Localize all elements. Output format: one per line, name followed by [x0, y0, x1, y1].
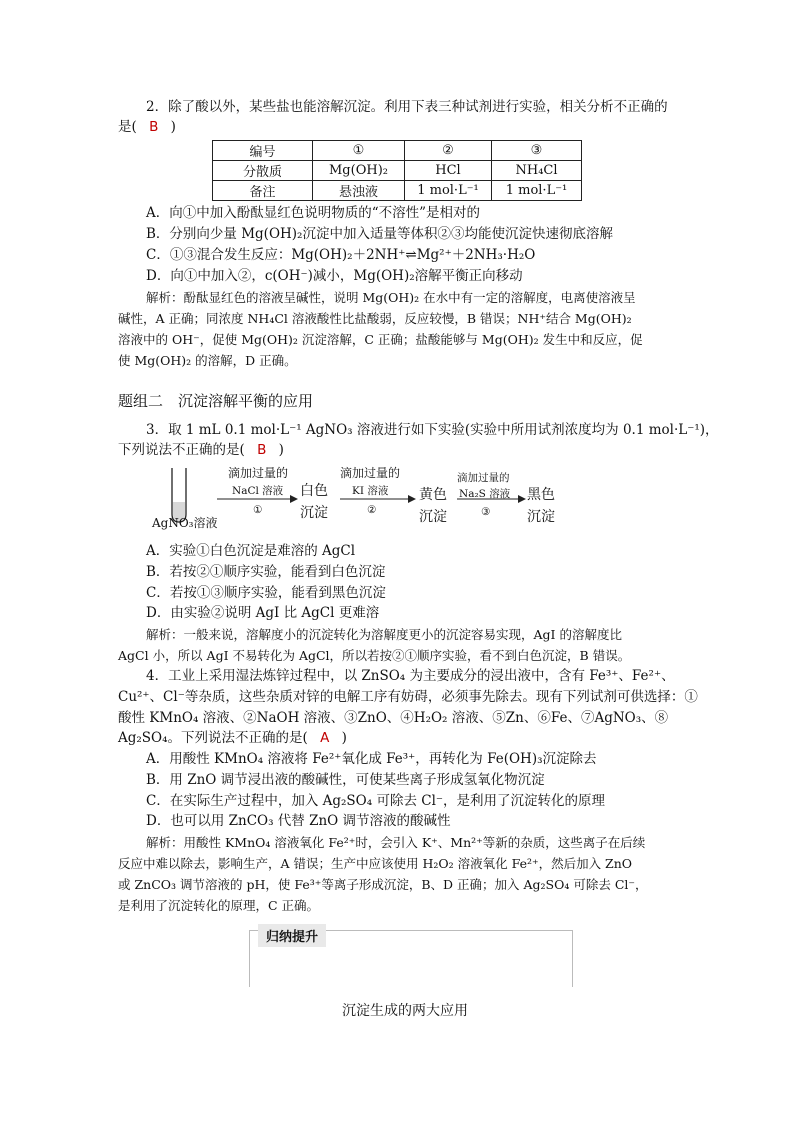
- step3-reagent: Na₂S 溶液: [459, 488, 511, 500]
- step1-reagent: NaCl 溶液: [232, 485, 284, 497]
- q3-option-c: C．若按①③顺序实验，能看到黑色沉淀: [146, 585, 386, 601]
- summary-tag: 归纳提升: [258, 924, 326, 947]
- q3-stem: 3．取 1 mL 0.1 mol·L⁻¹ AgNO₃ 溶液进行如下实验(实验中所用试剂浓度均为 0.1 mol·L⁻¹)，: [146, 422, 719, 438]
- table-cell: ③: [492, 141, 582, 161]
- tube-label: AgNO₃溶液: [152, 516, 218, 530]
- step2-num: ②: [367, 504, 377, 516]
- q4-stem-4: Ag₂SO₄。下列说法不正确的是( A ): [118, 730, 347, 746]
- q2-explanation-3: 溶液中的 OH⁻，促使 Mg(OH)₂ 沉淀溶解，C 正确；盐酸能够与 Mg(OH)₂ 发生中和反应，促: [118, 332, 643, 347]
- q2-option-c: C．①③混合发生反应：Mg(OH)₂＋2NH⁺⇌Mg²⁺＋2NH₃·H₂O: [146, 247, 536, 263]
- table-row: [213, 161, 582, 181]
- q2-option-b: B．分别向少量 Mg(OH)₂沉淀中加入适量等体积②③均能使沉淀快速彻底溶解: [146, 226, 613, 242]
- q2-answer: B: [149, 119, 159, 135]
- q3-answer: B: [257, 442, 267, 458]
- table-cell: 分散质: [213, 161, 313, 181]
- table-cell: 编号: [213, 141, 313, 161]
- q4-option-b: B．用 ZnO 调节浸出液的酸碱性，可使某些离子形成氢氧化物沉淀: [146, 772, 545, 788]
- table-cell: 1 mol·L⁻¹: [405, 181, 492, 201]
- q4-stem-3: 酸性 KMnO₄ 溶液、②NaOH 溶液、③ZnO、④H₂O₂ 溶液、⑤Zn、⑥Fe、⑦AgNO₃、⑧: [118, 710, 669, 726]
- q3-stem-line2: 下列说法不正确的是( B ): [118, 442, 284, 458]
- product2-b: 沉淀: [419, 509, 447, 525]
- table-row: [213, 141, 582, 161]
- product3-b: 沉淀: [527, 509, 555, 525]
- summary-title: 沉淀生成的两大应用: [342, 1003, 468, 1019]
- reagent-table: [212, 140, 582, 201]
- q4-explanation-4: 是利用了沉淀转化的原理，C 正确。: [118, 898, 320, 913]
- step2-reagent: KI 溶液: [352, 485, 389, 497]
- group2-heading: 题组二 沉淀溶解平衡的应用: [118, 392, 314, 410]
- q4-explanation-1: 解析：用酸性 KMnO₄ 溶液氧化 Fe²⁺时，会引入 K⁺、Mn²⁺等新的杂质，这些离子在后续: [146, 835, 646, 850]
- q2-explanation-4: 使 Mg(OH)₂ 的溶解，D 正确。: [118, 353, 297, 368]
- table-cell: ②: [405, 141, 492, 161]
- table-cell: HCl: [405, 161, 492, 181]
- table-cell: 悬浊液: [313, 181, 405, 201]
- q4-explanation-3: 或 ZnCO₃ 调节溶液的 pH，使 Fe³⁺等离子形成沉淀，B、D 正确；加入 Ag₂SO₄ 可除去 Cl⁻，: [118, 877, 648, 892]
- product2-a: 黄色: [419, 487, 447, 503]
- step1-num: ①: [253, 504, 263, 516]
- product1-b: 沉淀: [300, 505, 328, 521]
- table-cell: 1 mol·L⁻¹: [492, 181, 582, 201]
- product1-a: 白色: [300, 483, 328, 499]
- step3-num: ③: [481, 506, 491, 518]
- q2-stem-line2: 是( B ): [118, 119, 176, 135]
- table-cell: NH₄Cl: [492, 161, 582, 181]
- q2-explanation-2: 碱性，A 正确；同浓度 NH₄Cl 溶液酸性比盐酸弱，反应较慢，B 错误；NH⁺结合 Mg(OH)₂: [118, 311, 632, 326]
- q4-stem-1: 4．工业上采用湿法炼锌过程中，以 ZnSO₄ 为主要成分的浸出液中，含有 Fe³⁺、Fe²⁺、: [146, 668, 675, 684]
- product3-a: 黑色: [527, 487, 555, 503]
- q3-explanation-1: 解析：一般来说，溶解度小的沉淀转化为溶解度更小的沉淀容易实现，AgI 的溶解度比: [146, 627, 622, 642]
- q4-option-d: D．也可以用 ZnCO₃ 代替 ZnO 调节溶液的酸碱性: [146, 813, 451, 829]
- q2-option-d: D．向①中加入②，c(OH⁻)减小，Mg(OH)₂溶解平衡正向移动: [146, 268, 523, 284]
- table-cell: ①: [313, 141, 405, 161]
- q4-option-a: A．用酸性 KMnO₄ 溶液将 Fe²⁺氧化成 Fe³⁺，再转化为 Fe(OH)₃沉淀除去: [146, 751, 597, 767]
- table-cell: 备注: [213, 181, 313, 201]
- q3-option-b: B．若按②①顺序实验，能看到白色沉淀: [146, 564, 386, 580]
- q2-option-a: A．向①中加入酚酞显红色说明物质的“不溶性”是相对的: [146, 205, 481, 221]
- table-row: [213, 181, 582, 201]
- q4-option-c: C．在实际生产过程中，加入 Ag₂SO₄ 可除去 Cl⁻，是利用了沉淀转化的原理: [146, 793, 606, 809]
- step1-top: 滴加过量的: [228, 466, 289, 480]
- q4-explanation-2: 反应中难以除去，影响生产，A 错误；生产中应该使用 H₂O₂ 溶液氧化 Fe²⁺，然后加入 ZnO: [118, 856, 633, 871]
- table-cell: Mg(OH)₂: [313, 161, 405, 181]
- step3-top: 滴加过量的: [457, 472, 510, 484]
- q2-stem: 2．除了酸以外，某些盐也能溶解沉淀。利用下表三种试剂进行实验，相关分析不正确的: [146, 99, 668, 115]
- q4-answer: A: [320, 730, 330, 746]
- step2-top: 滴加过量的: [340, 466, 401, 480]
- q3-option-a: A．实验①白色沉淀是难溶的 AgCl: [146, 543, 356, 559]
- q2-explanation-1: 解析：酚酞显红色的溶液呈碱性，说明 Mg(OH)₂ 在水中有一定的溶解度，电离使溶液呈: [146, 290, 636, 305]
- q3-explanation-2: AgCl 小，所以 AgI 不易转化为 AgCl，所以若按②①顺序实验，看不到白色沉淀，B 错误。: [118, 648, 631, 663]
- q3-option-d: D．由实验②说明 AgI 比 AgCl 更难溶: [146, 605, 380, 621]
- q4-stem-2: Cu²⁺、Cl⁻等杂质，这些杂质对锌的电解工序有妨碍，必须事先除去。现有下列试剂可供选择：①: [118, 689, 698, 705]
